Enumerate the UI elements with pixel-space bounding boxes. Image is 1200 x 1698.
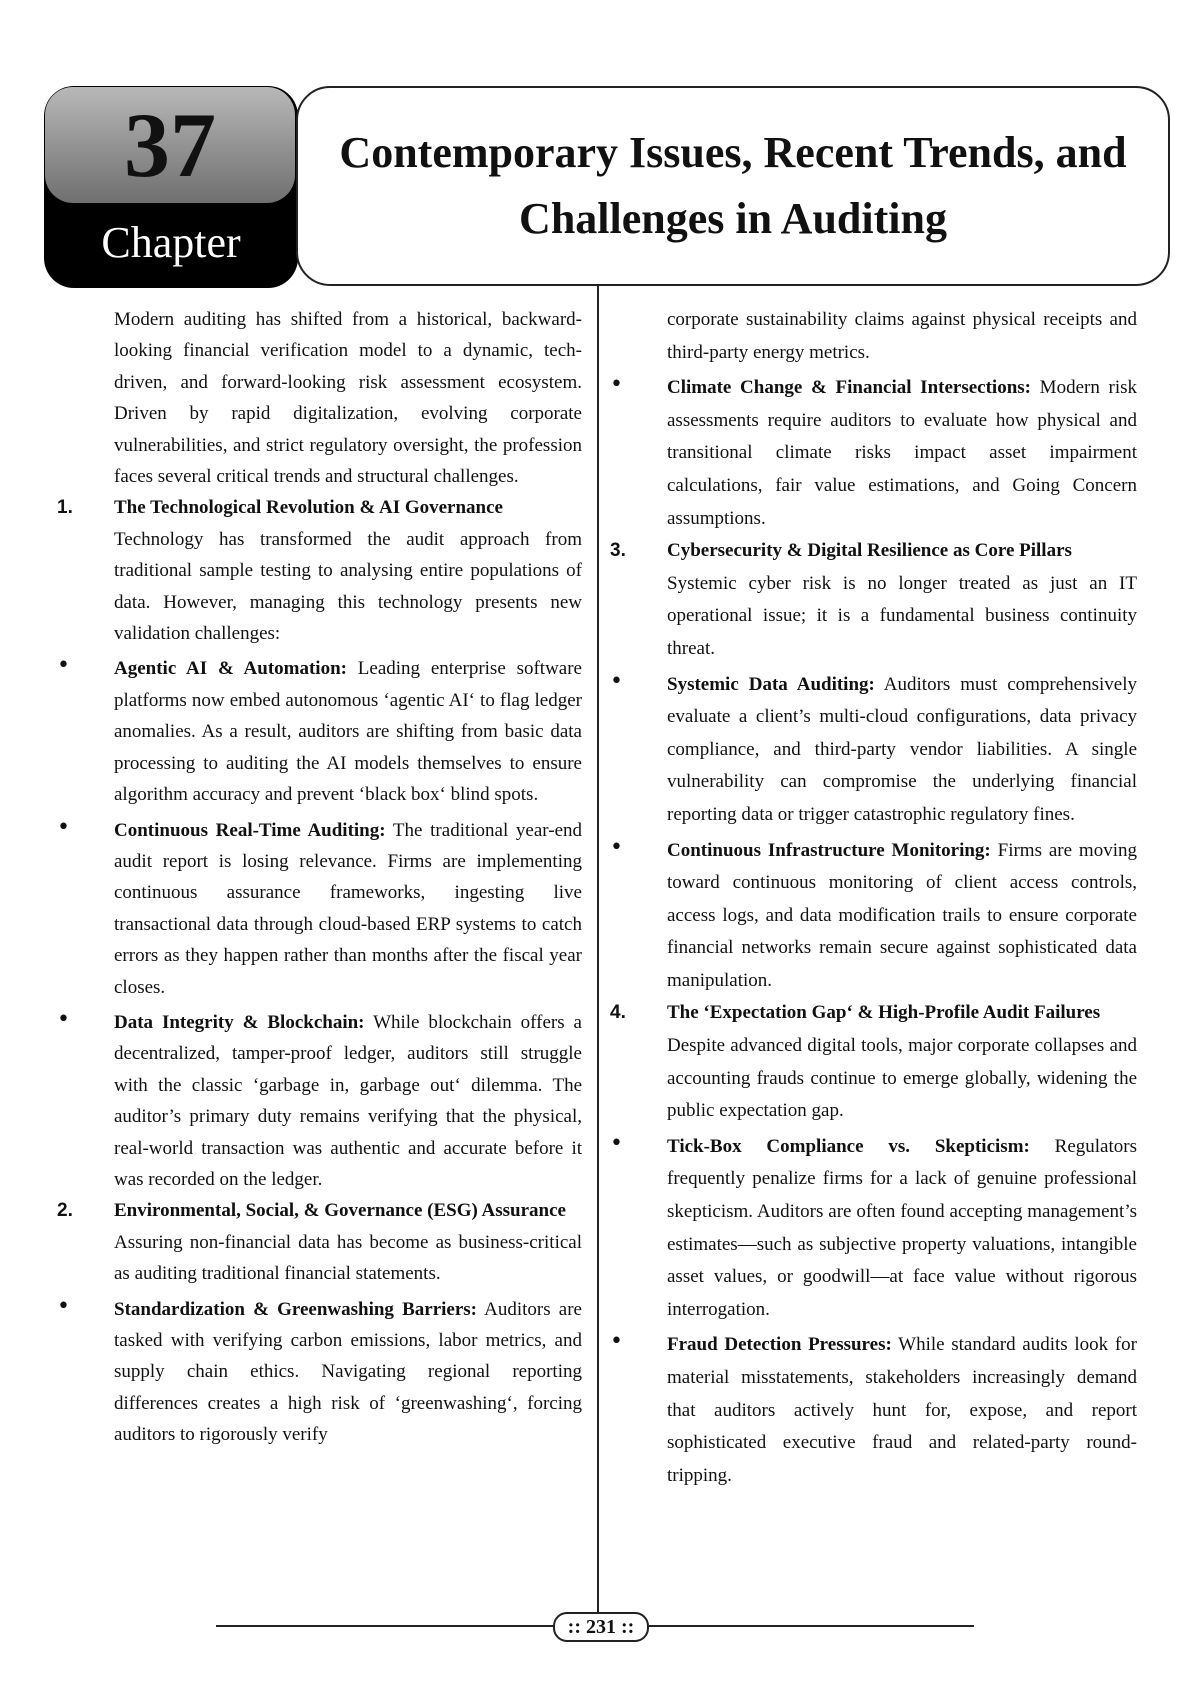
bullet-icon: • [610,372,623,398]
intro-paragraph: Modern auditing has shifted from a historical, backward-looking financial verification model to a dynamic, tech-driven, and forward-looking risk assessment ecosystem. Driven by rapid digitalization, evolving corporate vulnerabilities, and strict regulatory oversight, the profession faces several critical trends and structural challenges. [114,309,582,488]
section-title: The ‘Expectation Gap‘ & High-Profile Audit Failures [667,1002,1101,1024]
section-intro: Systemic cyber risk is no longer treated as just an IT operational issue; it is a fundamental business continuity threat. [667,572,1137,659]
chapter-title-line-2: Challenges in Auditing [519,194,947,243]
bullet-text: While blockchain offers a decentralized, tamper-proof ledger, auditors still struggle with the classic ‘garbage in, garbage out‘ dilemma. The auditor’s primary duty remains verifying that the physical, real-world transaction was authentic and accurate before it was recorded on the ledger. [114,1011,582,1190]
section-heading [57,1195,582,1226]
bullet-item [610,668,1137,832]
bullet-text: Auditors are tasked with verifying carbon emissions, labor metrics, and supply chain ethics. Navigating regional reporting differences creates a high risk of ‘greenwashing‘, forcing auditors to rigorously verify [114,1298,582,1446]
section-2 [57,1195,582,1289]
bullet-continuation: corporate sustainability claims against physical receipts and third-party energy metrics. [667,309,1137,363]
section-1 [57,492,582,649]
bullet-item [610,1329,1137,1492]
bullet-item [57,1006,582,1195]
bullet-item [610,1130,1137,1327]
chapter-title-line-1: Contemporary Issues, Recent Trends, and [339,128,1127,177]
chapter-number: 37 [124,94,216,196]
bullet-text: While standard audits look for material misstatements, stakeholders increasingly demand that auditors actively hunt for, expose, and report sophisticated executive fraud and related-party round-tripping. [667,1334,1137,1486]
bullet-term: Fraud Detection Pressures: [667,1334,892,1356]
bullet-term: Climate Change & Financial Intersections: [667,377,1031,399]
section-4 [610,997,1137,1127]
chapter-title-box [296,86,1170,286]
bullet-item [57,1293,582,1451]
bullet-item [57,814,582,1003]
bullet-icon: • [57,1006,70,1032]
chapter-number-box [45,87,295,203]
section-number: 4. [610,1002,626,1024]
bullet-text: Auditors must comprehensively evaluate a client’s multi-cloud configurations, data privacy compliance, and third-party vendor liabilities. A single vulnerability can compromise the underlying financial reporting data or trigger catastrophic regulatory fines. [667,673,1137,825]
section-intro: Despite advanced digital tools, major corporate collapses and accounting frauds continue to emerge globally, widening the public expectation gap. [667,1035,1137,1122]
bullet-item [610,834,1137,998]
section-number: 1. [57,497,73,519]
bullet-text: Modern risk assessments require auditors to evaluate how physical and transitional climate risks impact asset impairment calculations, fair value estimations, and Going Concern assumptions. [667,377,1137,529]
bullet-icon: • [610,834,623,860]
section-3 [610,535,1137,665]
bullet-icon: • [57,1293,70,1319]
section-number: 3. [610,540,626,562]
chapter-badge [44,86,298,288]
page-number: :: 231 :: [553,1612,649,1642]
section-heading [610,535,1137,568]
bullet-term: Tick-Box Compliance vs. Skepticism: [667,1135,1030,1157]
right-column [610,304,1137,1492]
bullet-term: Systemic Data Auditing: [667,673,875,695]
bullet-text: Regulators frequently penalize firms for a lack of genuine professional skepticism. Auditors are often found accepting management’s estimates—such as subjective property valuations, intangible asset values, or goodwill—at face value without rigorous interrogation. [667,1135,1137,1320]
bullet-term: Continuous Infrastructure Monitoring: [667,839,991,861]
bullet-term: Data Integrity & Blockchain: [114,1011,365,1033]
section-intro: Assuring non-financial data has become as business-critical as auditing traditional financial statements. [114,1231,582,1285]
section-intro: Technology has transformed the audit approach from traditional sample testing to analysing entire populations of data. However, managing this technology presents new validation challenges: [114,528,582,645]
left-column [57,304,582,1451]
bullet-term: Standardization & Greenwashing Barriers: [114,1298,477,1320]
bullet-icon: • [610,668,623,694]
bullet-term: Agentic AI & Automation: [114,658,347,680]
bullet-icon: • [610,1329,623,1355]
section-title: Environmental, Social, & Governance (ESG) Assurance [114,1200,566,1222]
section-heading [610,997,1137,1030]
bullet-item [610,372,1137,535]
bullet-term: Continuous Real-Time Auditing: [114,819,386,841]
bullet-text: Firms are moving toward continuous monitoring of client access controls, access logs, and data modification trails to ensure corporate financial networks remain secure against sophisticated data manipulation. [667,839,1137,991]
section-title: The Technological Revolution & AI Governance [114,497,503,519]
section-heading [57,492,582,523]
bullet-text: The traditional year-end audit report is losing relevance. Firms are implementing continuous assurance frameworks, ingesting live transactional data through cloud-based ERP systems to catch errors as they happen rather than months after the fiscal year closes. [114,819,582,998]
bullet-icon: • [57,814,70,840]
bullet-icon: • [57,653,70,679]
bullet-icon: • [610,1130,623,1156]
chapter-label: Chapter [101,218,241,267]
column-divider [597,284,599,1616]
bullet-text: Leading enterprise software platforms now embed autonomous ‘agentic AI‘ to flag ledger anomalies. As a result, auditors are shifting from basic data processing to auditing the AI models themselves to ensure algorithm accuracy and prevent ‘black box‘ blind spots. [114,658,582,806]
section-number: 2. [57,1200,73,1222]
bullet-item [57,653,582,810]
section-title: Cybersecurity & Digital Resilience as Core Pillars [667,540,1072,562]
